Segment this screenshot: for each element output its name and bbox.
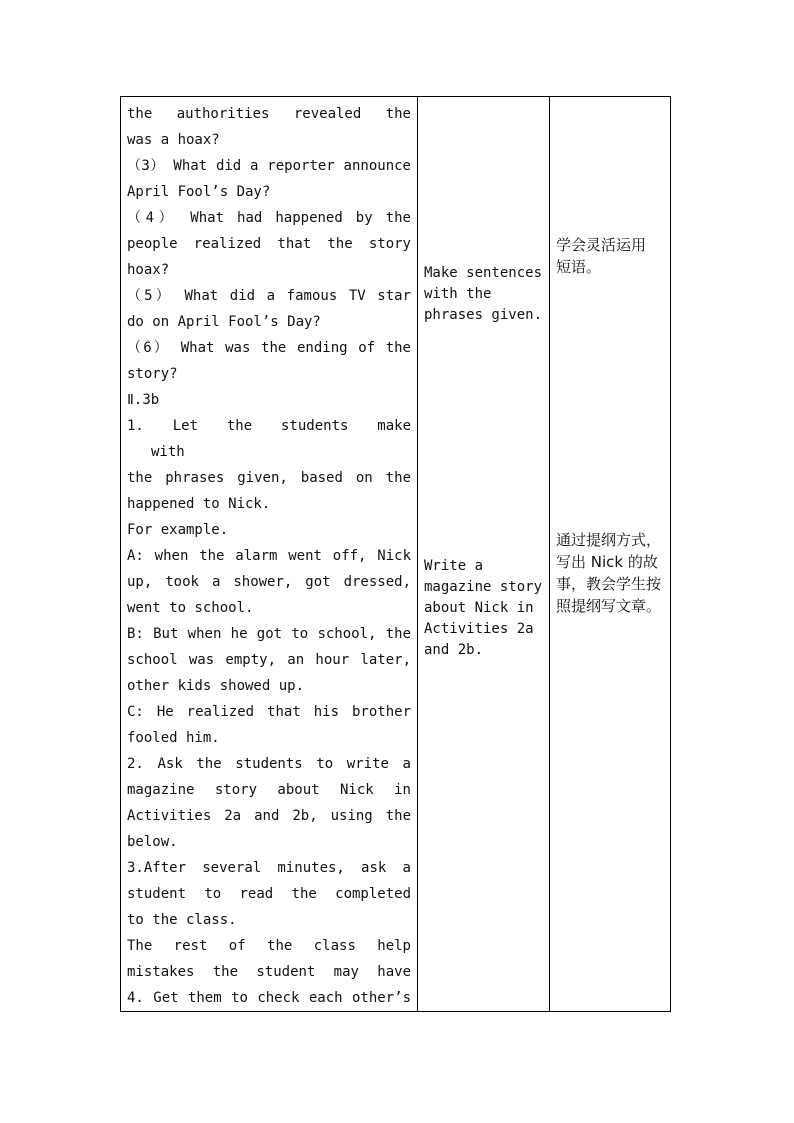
purpose-line: 通过提纲方式，: [556, 531, 662, 549]
activity-line: Make sentences: [424, 265, 543, 281]
procedure-line: C: He realized that his brother: [127, 704, 411, 720]
procedure-line: The rest of the class help: [127, 938, 411, 954]
procedure-line: up, took a shower, got dressed,: [127, 574, 411, 590]
activity-line: Activities 2a: [424, 621, 534, 637]
activity-line: phrases given.: [424, 307, 543, 323]
procedure-line: hoax?: [127, 262, 170, 278]
procedure-line: do on April Fool’s Day?: [127, 314, 321, 330]
procedure-line: other kids showed up.: [127, 678, 305, 694]
procedure-line: magazine story about Nick in: [127, 782, 411, 798]
procedure-line: 4. Get them to check each other’s: [127, 990, 411, 1006]
activity-line: about Nick in: [424, 600, 534, 616]
procedure-line: 2. Ask the students to write a: [127, 756, 411, 772]
activity-line: Write a: [424, 558, 484, 574]
procedure-line: 1. Let the students make: [127, 418, 411, 434]
procedure-line: story?: [127, 366, 178, 382]
procedure-line: the phrases given, based on the: [127, 470, 411, 486]
purpose-line: 照提纲写文章。: [556, 597, 662, 615]
column-divider: [417, 97, 418, 1011]
purpose-line: 学会灵活运用: [556, 236, 647, 254]
activity-line: magazine story: [424, 579, 543, 595]
purpose-phrases: [556, 234, 668, 278]
procedure-line: fooled him.: [127, 730, 220, 746]
lesson-plan-table: [120, 96, 671, 1012]
activity-line: and 2b.: [424, 642, 484, 658]
column-divider: [549, 97, 550, 1011]
activity-write-story: [424, 556, 544, 661]
procedure-line: April Fool’s Day?: [127, 184, 271, 200]
purpose-line: 短语。: [556, 258, 602, 276]
procedure-line: school was empty, an hour later,: [127, 652, 411, 668]
procedure-line: （5） What did a famous TV star: [127, 288, 411, 304]
procedure-line: happened to Nick.: [127, 496, 271, 512]
procedure-line: （4） What had happened by the: [127, 210, 411, 226]
procedure-line: went to school.: [127, 600, 254, 616]
procedure-line: the authorities revealed the: [127, 106, 411, 122]
activity-make-sentences: [424, 263, 544, 326]
procedure-line: mistakes the student may have: [127, 964, 411, 980]
procedure-line: Activities 2a and 2b, using the: [127, 808, 411, 824]
procedure-line: （6） What was the ending of the: [127, 340, 411, 356]
procedure-line: A: when the alarm went off, Nick: [127, 548, 411, 564]
procedure-line: For example.: [127, 522, 229, 538]
procedure-line: with: [151, 444, 185, 460]
procedure-line: student to read the completed: [127, 886, 411, 902]
purpose-outline: [556, 529, 668, 617]
student-activity-cell: [424, 97, 544, 1011]
procedure-line: was a hoax?: [127, 132, 220, 148]
purpose-line: 事，教会学生按: [556, 575, 662, 593]
procedure-line: below.: [127, 834, 178, 850]
section-heading: Ⅱ.3b: [127, 392, 160, 408]
procedure-line: people realized that the story: [127, 236, 411, 252]
procedure-line: to the class.: [127, 912, 237, 928]
purpose-line: 写出 Nick 的故: [556, 553, 658, 571]
procedure-line: 3.After several minutes, ask a: [127, 860, 411, 876]
procedure-line: B: But when he got to school, the: [127, 626, 411, 642]
purpose-cell: [556, 97, 668, 1011]
procedure-cell: [127, 97, 411, 1011]
activity-line: with the: [424, 286, 492, 302]
procedure-line: （3） What did a reporter announce: [127, 158, 411, 174]
